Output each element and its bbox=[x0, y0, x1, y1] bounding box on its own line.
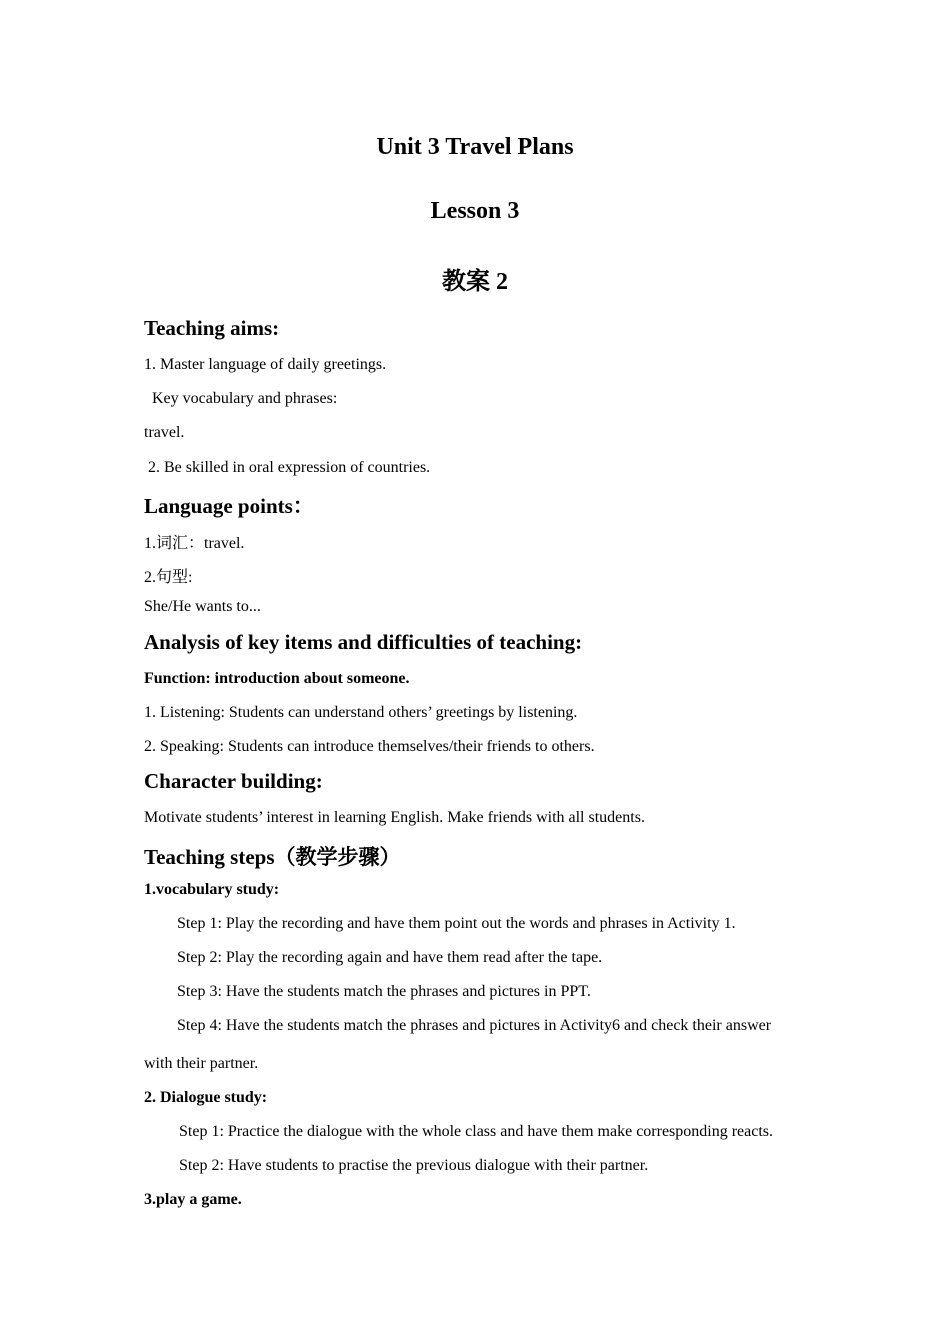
teaching-steps-heading: Teaching steps（教学步骤） bbox=[144, 845, 401, 869]
aim-line-1: 1. Master language of daily greetings. bbox=[144, 356, 387, 373]
dialogue-step-1: Step 1: Practice the dialogue with the whole class and have them make corresponding reacts. bbox=[179, 1123, 774, 1140]
language-points-heading: Language points： bbox=[144, 494, 314, 518]
teaching-aims-heading: Teaching aims: bbox=[144, 316, 280, 340]
analysis-heading: Analysis of key items and difficulties of teaching: bbox=[144, 630, 583, 654]
language-point-3: She/He wants to... bbox=[144, 598, 261, 615]
vocabulary-study-heading: 1.vocabulary study: bbox=[144, 881, 280, 898]
character-line-1: Motivate students’ interest in learning English. Make friends with all students. bbox=[144, 809, 645, 826]
dialogue-step-2: Step 2: Have students to practise the previous dialogue with their partner. bbox=[179, 1157, 649, 1174]
analysis-function: Function: introduction about someone. bbox=[144, 670, 410, 687]
analysis-line-2: 2. Speaking: Students can introduce themselves/their friends to others. bbox=[144, 738, 595, 755]
analysis-line-1: 1. Listening: Students can understand others’ greetings by listening. bbox=[144, 704, 578, 721]
plan-title: 教案 2 bbox=[442, 269, 508, 295]
vocabulary-step-1: Step 1: Play the recording and have them point out the words and phrases in Activity 1. bbox=[177, 915, 736, 932]
language-point-1: 1.词汇：travel. bbox=[144, 535, 245, 552]
aim-line-2: Key vocabulary and phrases: bbox=[152, 390, 338, 407]
dialogue-study-heading: 2. Dialogue study: bbox=[144, 1089, 268, 1106]
play-game-heading: 3.play a game. bbox=[144, 1191, 242, 1208]
unit-title: Unit 3 Travel Plans bbox=[376, 134, 574, 160]
vocabulary-step-4-continued: with their partner. bbox=[144, 1055, 259, 1072]
aim-line-4: 2. Be skilled in oral expression of countries. bbox=[148, 459, 431, 476]
language-point-2: 2.句型: bbox=[144, 569, 193, 586]
character-heading: Character building: bbox=[144, 769, 323, 793]
lesson-title: Lesson 3 bbox=[430, 198, 520, 224]
vocabulary-step-4: Step 4: Have the students match the phrases and pictures in Activity6 and check their answer bbox=[177, 1017, 772, 1034]
vocabulary-step-3: Step 3: Have the students match the phrases and pictures in PPT. bbox=[177, 983, 591, 1000]
vocabulary-step-2: Step 2: Play the recording again and have them read after the tape. bbox=[177, 949, 603, 966]
aim-line-3: travel. bbox=[144, 424, 185, 441]
